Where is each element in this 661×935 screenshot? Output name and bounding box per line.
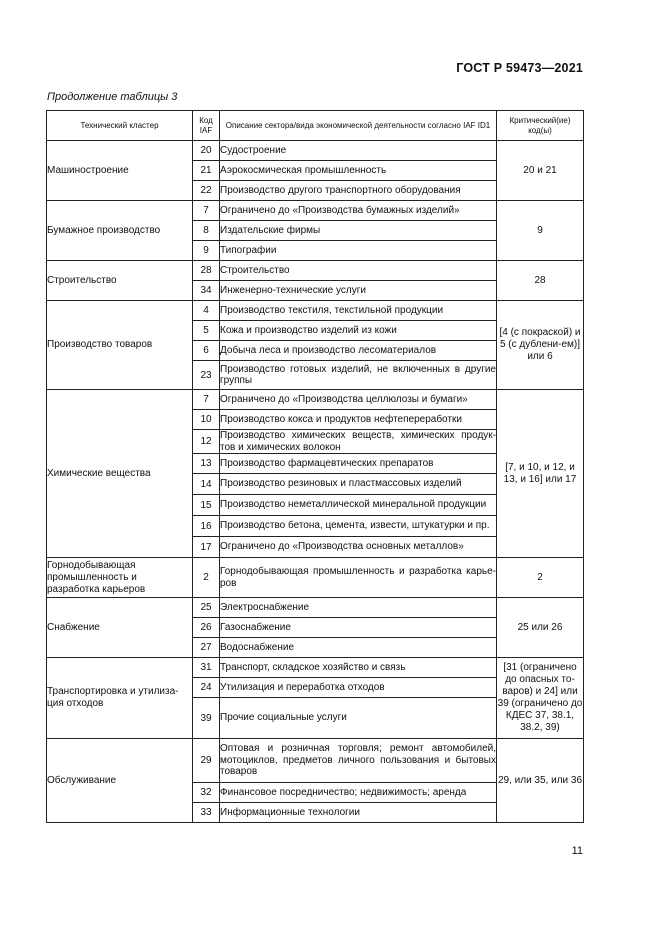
- description-cell: Типографии: [220, 241, 497, 261]
- table-row: [47, 141, 584, 161]
- critical-code-cell: 29, или 35, или 36: [497, 739, 584, 823]
- iaf-code-cell: 6: [193, 341, 220, 361]
- iaf-code-cell: 22: [193, 181, 220, 201]
- table-row: [47, 390, 584, 410]
- iaf-code-cell: 10: [193, 410, 220, 430]
- description-cell: Аэрокосмическая промышленность: [220, 161, 497, 181]
- cluster-cell: Производство товаров: [47, 301, 193, 390]
- table-row: [47, 558, 584, 598]
- page-number: 11: [571, 845, 583, 857]
- iaf-code-cell: 29: [193, 739, 220, 783]
- cluster-cell: Машиностроение: [47, 141, 193, 201]
- table-row: [47, 658, 584, 678]
- iaf-code-cell: 33: [193, 803, 220, 823]
- description-cell: Строительство: [220, 261, 497, 281]
- critical-code-cell: 28: [497, 261, 584, 301]
- iaf-code-cell: 9: [193, 241, 220, 261]
- description-cell: Оптовая и розничная торговля; ремонт автомобилей, мотоциклов, предметов личного пользования и бытовых товаров: [220, 739, 497, 783]
- clusters-table: [46, 110, 584, 823]
- cluster-cell: Снабжение: [47, 598, 193, 658]
- description-cell: Производство фармацевтических препаратов: [220, 454, 497, 474]
- iaf-code-cell: 20: [193, 141, 220, 161]
- table-row: [47, 301, 584, 321]
- iaf-code-cell: 25: [193, 598, 220, 618]
- description-cell: Производство химических веществ, химических продук-тов и химических волокон: [220, 430, 496, 453]
- iaf-code-cell: 17: [193, 537, 220, 558]
- table-caption: Продолжение таблицы 3: [47, 91, 178, 103]
- description-cell: Водоснабжение: [220, 638, 497, 658]
- description-cell: Производство бетона, цемента, извести, штукатурки и пр.: [220, 516, 497, 537]
- description-cell: Производство неметаллической минеральной продукции: [220, 495, 497, 516]
- table-row: [47, 739, 584, 783]
- description-cell: Производство резиновых и пластмассовых изделий: [220, 474, 497, 495]
- critical-code-cell: 20 и 21: [497, 141, 584, 201]
- iaf-code-cell: 32: [193, 783, 220, 803]
- iaf-code-cell: 13: [193, 454, 220, 474]
- iaf-code-cell: 7: [193, 201, 220, 221]
- column-header-critical: Критический(ие) код(ы): [497, 111, 584, 141]
- document-code: ГОСТ Р 59473—2021: [456, 61, 583, 75]
- description-cell: Ограничено до «Производства основных металлов»: [220, 537, 497, 558]
- iaf-code-cell: 12: [193, 430, 220, 454]
- table-row: [47, 261, 584, 281]
- description-cell: Утилизация и переработка отходов: [220, 678, 497, 698]
- cluster-cell: Транспортировка и утилиза-ция отходов: [47, 658, 193, 739]
- critical-code-cell: 9: [497, 201, 584, 261]
- table-body: [47, 141, 584, 823]
- column-header-code: Код IAF: [193, 111, 220, 141]
- iaf-code-cell: 5: [193, 321, 220, 341]
- iaf-code-cell: 2: [193, 558, 220, 598]
- iaf-code-cell: 24: [193, 678, 220, 698]
- description-cell: Производство текстиля, текстильной продукции: [220, 301, 497, 321]
- cluster-cell: Химические вещества: [47, 390, 193, 558]
- column-header-description: Описание сектора/вида экономической деятельности согласно IAF ID1: [220, 111, 497, 141]
- description-cell: Производство кокса и продуктов нефтепереработки: [220, 410, 497, 430]
- description-cell: Транспорт, складское хозяйство и связь: [220, 658, 497, 678]
- iaf-code-cell: 26: [193, 618, 220, 638]
- description-cell: Прочие социальные услуги: [220, 698, 497, 739]
- iaf-code-cell: 27: [193, 638, 220, 658]
- description-cell: Ограничено до «Производства бумажных изделий»: [220, 201, 497, 221]
- iaf-code-cell: 4: [193, 301, 220, 321]
- iaf-code-cell: 21: [193, 161, 220, 181]
- column-header-cluster: Технический кластер: [47, 111, 193, 141]
- description-cell: Горнодобывающая промышленность и разработка карье-ров: [220, 558, 497, 598]
- cluster-cell: Бумажное производство: [47, 201, 193, 261]
- description-cell: Информационные технологии: [220, 803, 497, 823]
- description-cell: Ограничено до «Производства целлюлозы и бумаги»: [220, 390, 497, 410]
- description-cell: Производство другого транспортного оборудования: [220, 181, 497, 201]
- iaf-code-cell: 39: [193, 698, 220, 739]
- table-header-row: [47, 111, 584, 141]
- iaf-code-cell: 34: [193, 281, 220, 301]
- description-cell: Газоснабжение: [220, 618, 497, 638]
- table-row: [47, 201, 584, 221]
- iaf-code-cell: 8: [193, 221, 220, 241]
- critical-code-cell: [4 (с покраской) и 5 (с дублени-ем)] или 6: [497, 301, 584, 390]
- description-cell: Производство готовых изделий, не включенных в другие группы: [220, 361, 497, 390]
- critical-code-cell: 25 или 26: [497, 598, 584, 658]
- iaf-code-cell: 14: [193, 474, 220, 495]
- description-cell: Финансовое посредничество; недвижимость; аренда: [220, 783, 497, 803]
- iaf-code-cell: 15: [193, 495, 220, 516]
- description-cell: Добыча леса и производство лесоматериалов: [220, 341, 497, 361]
- cluster-cell: Горнодобывающая промышленность и разработка карьеров: [47, 558, 193, 598]
- iaf-code-cell: 7: [193, 390, 220, 410]
- description-cell: Кожа и производство изделий из кожи: [220, 321, 497, 341]
- table-row: [47, 598, 584, 618]
- description-cell: Электроснабжение: [220, 598, 497, 618]
- critical-code-cell: [7, и 10, и 12, и 13, и 16] или 17: [497, 390, 584, 558]
- critical-code-cell: 2: [497, 558, 584, 598]
- critical-code-cell: [31 (ограничено до опасных то-варов) и 24] или 39 (ограничено до КДЕС 37, 38.1, 38.2, 39): [497, 658, 584, 739]
- cluster-cell: Обслуживание: [47, 739, 193, 823]
- iaf-code-cell: 31: [193, 658, 220, 678]
- description-cell: Судостроение: [220, 141, 497, 161]
- description-cell: Издательские фирмы: [220, 221, 497, 241]
- iaf-code-cell: 16: [193, 516, 220, 537]
- description-cell: Инженерно-технические услуги: [220, 281, 497, 301]
- iaf-code-cell: 23: [193, 361, 220, 390]
- cluster-cell: Строительство: [47, 261, 193, 301]
- iaf-code-cell: 28: [193, 261, 220, 281]
